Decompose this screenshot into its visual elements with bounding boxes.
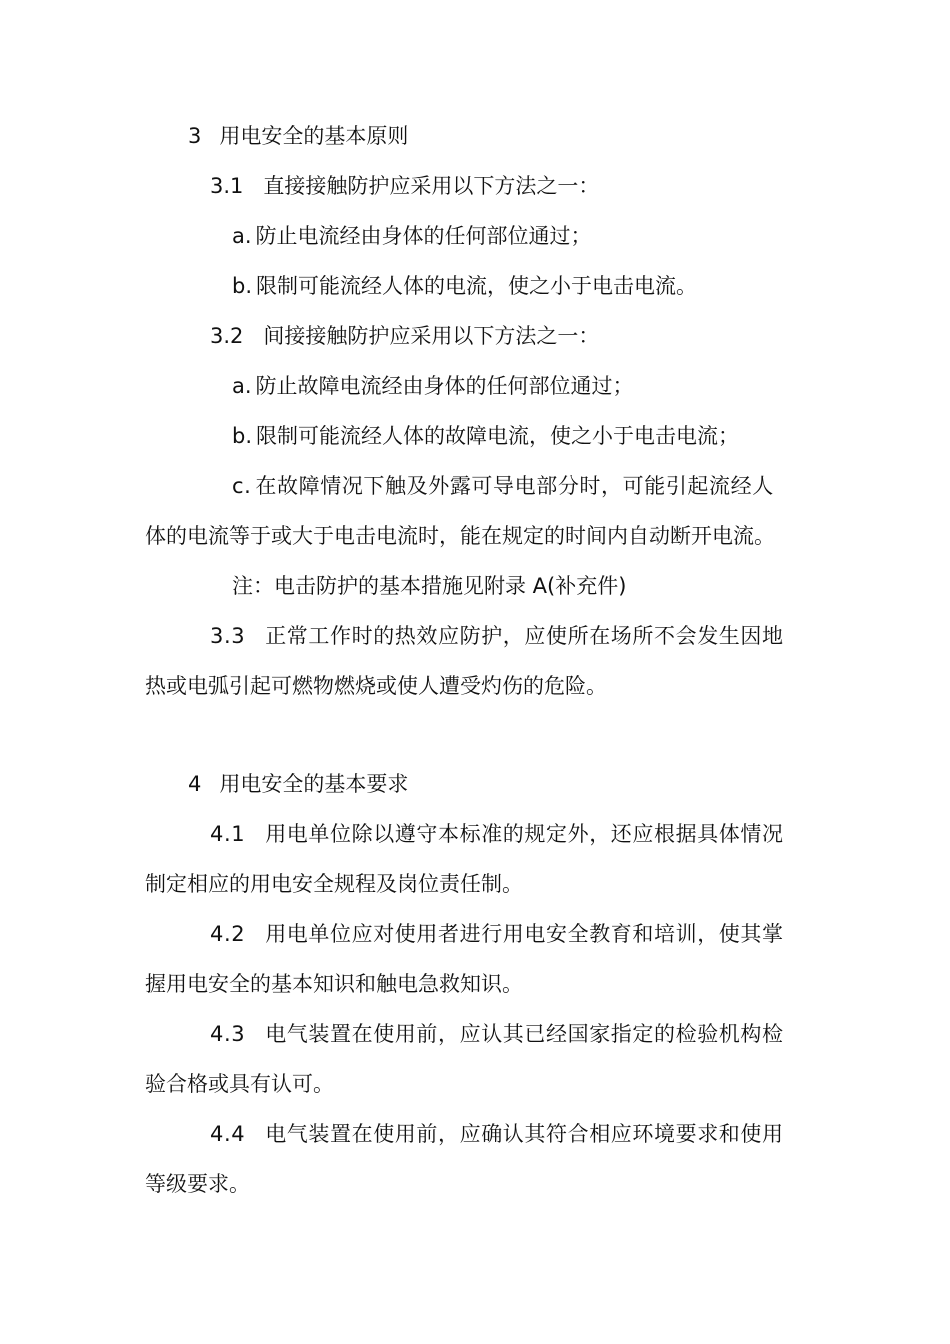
clause-number: 4.2	[210, 922, 246, 946]
clause-text: 电气装置在使用前，应确认其符合相应环境要求和使用	[265, 1122, 784, 1146]
list-item	[232, 423, 739, 449]
clause	[210, 323, 599, 349]
note: 注：电击防护的基本措施见附录 A(补充件)	[232, 574, 627, 598]
section-heading	[188, 123, 408, 149]
item-marker: b.	[232, 424, 253, 448]
item-marker: a.	[232, 374, 252, 398]
item-text: 在故障情况下触及外露可导电部分时，可能引起流经人	[255, 474, 774, 498]
clause-text: 间接接触防护应采用以下方法之一：	[263, 324, 600, 348]
item-marker: b.	[232, 274, 253, 298]
clause	[210, 821, 784, 847]
clause-text: 电气装置在使用前，应认其已经国家指定的检验机构检	[265, 1022, 784, 1046]
clause	[210, 623, 784, 649]
section-heading	[188, 771, 408, 797]
item-text: 防止故障电流经由身体的任何部位通过；	[255, 374, 634, 398]
clause-continuation: 握用电安全的基本知识和触电急救知识。	[145, 972, 523, 996]
clause-continuation: 制定相应的用电安全规程及岗位责任制。	[145, 872, 523, 896]
section-number: 4	[188, 772, 202, 796]
clause-continuation: 热或电弧引起可燃物燃烧或使人遭受灼伤的危险。	[145, 674, 607, 698]
clause-number: 4.3	[210, 1022, 246, 1046]
clause-number: 4.1	[210, 822, 246, 846]
clause-number: 3.2	[210, 324, 244, 348]
item-text: 限制可能流经人体的故障电流，使之小于电击电流；	[256, 424, 740, 448]
clause-continuation: 等级要求。	[145, 1172, 250, 1196]
clause	[210, 173, 599, 199]
clause	[210, 1121, 784, 1147]
clause-number: 3.1	[210, 174, 244, 198]
list-item	[232, 473, 774, 499]
clause	[210, 921, 784, 947]
clause-text: 正常工作时的热效应防护，应使所在场所不会发生因地	[265, 624, 784, 648]
clause-number: 4.4	[210, 1122, 246, 1146]
item-marker: a.	[232, 224, 252, 248]
section-number: 3	[188, 124, 202, 148]
section-title: 用电安全的基本原则	[219, 124, 409, 148]
item-marker: c.	[232, 474, 252, 498]
clause-text: 用电单位除以遵守本标准的规定外，还应根据具体情况	[265, 822, 784, 846]
clause-text: 用电单位应对使用者进行用电安全教育和培训，使其掌	[265, 922, 784, 946]
clause-number: 3.3	[210, 624, 246, 648]
clause-continuation: 验合格或具有认可。	[145, 1072, 334, 1096]
list-item	[232, 273, 697, 299]
item-text: 限制可能流经人体的电流，使之小于电击电流。	[256, 274, 698, 298]
item-continuation: 体的电流等于或大于电击电流时，能在规定的时间内自动断开电流。	[145, 524, 775, 548]
section-title: 用电安全的基本要求	[219, 772, 409, 796]
clause	[210, 1021, 784, 1047]
list-item	[232, 373, 634, 399]
list-item	[232, 223, 592, 249]
clause-text: 直接接触防护应采用以下方法之一：	[263, 174, 600, 198]
item-text: 防止电流经由身体的任何部位通过；	[255, 224, 592, 248]
